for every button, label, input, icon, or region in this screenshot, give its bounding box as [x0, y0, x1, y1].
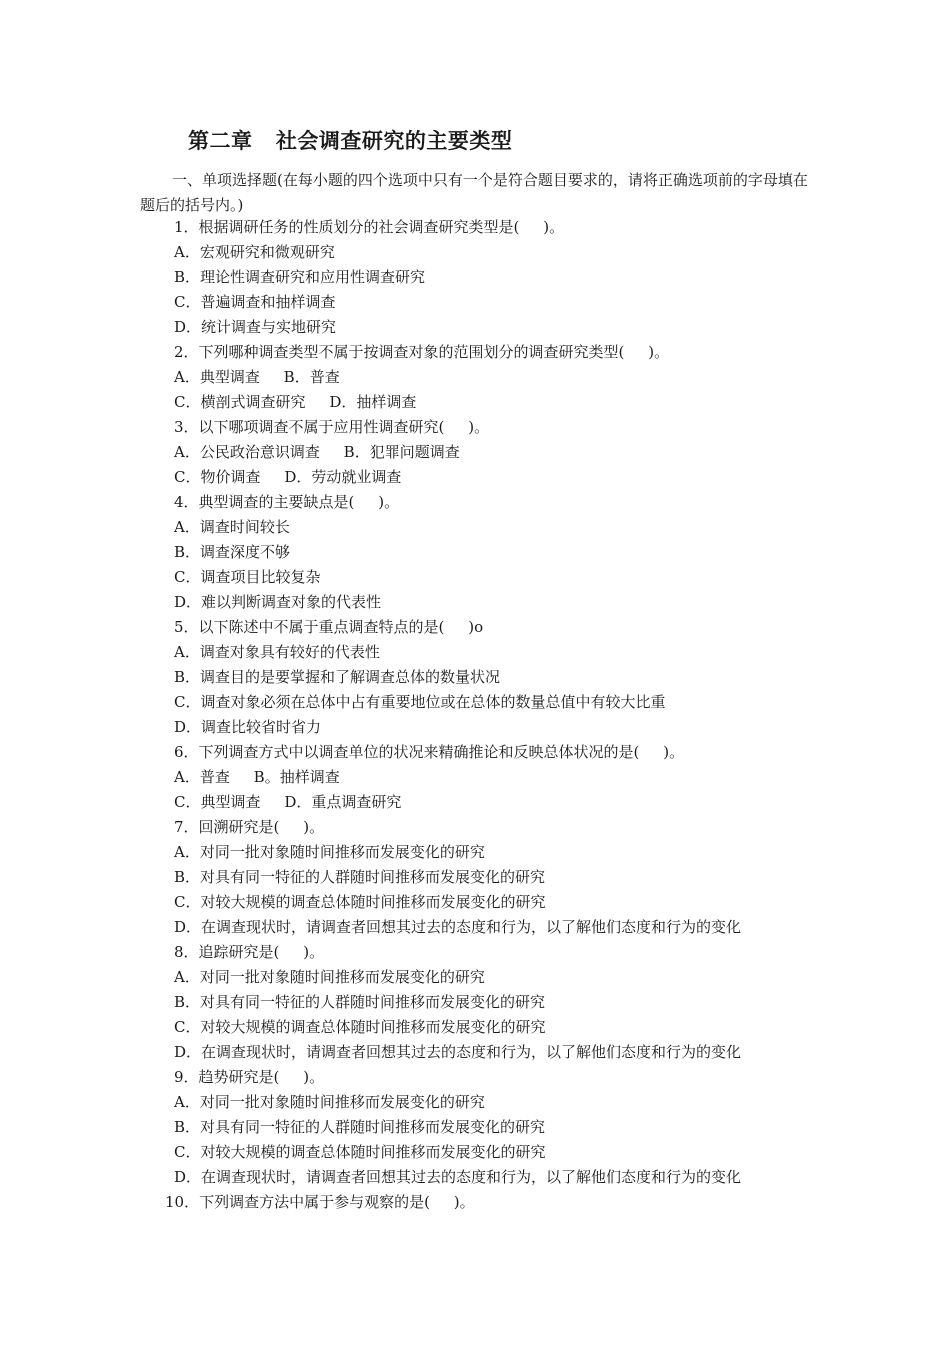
answer-option: A．典型调查 B．普查 — [174, 368, 340, 386]
answer-option: D．在调查现状时，请调查者回想其过去的态度和行为，以了解他们态度和行为的变化 — [174, 918, 742, 936]
answer-option: C．横剖式调查研究 D．抽样调查 — [174, 393, 417, 411]
answer-option: B．对具有同一特征的人群随时间推移而发展变化的研究 — [174, 1118, 546, 1136]
answer-option: B．理论性调查研究和应用性调查研究 — [174, 268, 426, 286]
section-intro: 一、单项选择题(在每小题的四个选项中只有一个是符合题目要求的，请将正确选项前的字母填在题后的括号内。) — [140, 171, 808, 214]
answer-option: B．对具有同一特征的人群随时间推移而发展变化的研究 — [174, 993, 546, 1011]
question-stem: 9．趋势研究是( )。 — [174, 1068, 325, 1086]
answer-option: C．物价调查 D．劳动就业调查 — [174, 468, 402, 486]
answer-option: C．对较大规模的调查总体随时间推移而发展变化的研究 — [174, 893, 546, 911]
question-stem: 10．下列调查方法中属于参与观察的是( )。 — [165, 1193, 475, 1211]
answer-option: A．调查对象具有较好的代表性 — [174, 643, 380, 661]
answer-option: A．宏观研究和微观研究 — [174, 243, 335, 261]
question-stem: 6．下列调查方式中以调查单位的状况来精确推论和反映总体状况的是( )。 — [174, 743, 685, 761]
answer-option: C．调查对象必须在总体中占有重要地位或在总体的数量总值中有较大比重 — [174, 693, 666, 711]
answer-option: A．对同一批对象随时间推移而发展变化的研究 — [174, 1093, 485, 1111]
answer-option: A．调查时间较长 — [174, 518, 290, 536]
answer-option: D．难以判断调查对象的代表性 — [174, 593, 382, 611]
answer-option: A．公民政治意识调查 B．犯罪问题调查 — [174, 443, 460, 461]
answer-option: C．调查项目比较复杂 — [174, 568, 321, 586]
answer-option: D．在调查现状时，请调查者回想其过去的态度和行为，以了解他们态度和行为的变化 — [174, 1043, 742, 1061]
answer-option: D．统计调查与实地研究 — [174, 318, 337, 336]
answer-option: B．调查深度不够 — [174, 543, 291, 561]
question-stem: 5．以下陈述中不属于重点调查特点的是( )o — [174, 618, 484, 636]
answer-option: C．典型调查 D．重点调查研究 — [174, 793, 402, 811]
question-stem: 8．追踪研究是( )。 — [174, 943, 325, 961]
answer-option: C．对较大规模的调查总体随时间推移而发展变化的研究 — [174, 1018, 546, 1036]
question-stem: 3．以下哪项调查不属于应用性调查研究( )。 — [174, 418, 490, 436]
answer-option: A．对同一批对象随时间推移而发展变化的研究 — [174, 843, 485, 861]
answer-option: A．对同一批对象随时间推移而发展变化的研究 — [174, 968, 485, 986]
answer-option: D．在调查现状时，请调查者回想其过去的态度和行为，以了解他们态度和行为的变化 — [174, 1168, 742, 1186]
answer-option: B．对具有同一特征的人群随时间推移而发展变化的研究 — [174, 868, 546, 886]
question-stem: 4．典型调查的主要缺点是( )。 — [174, 493, 400, 511]
answer-option: A．普查 B。抽样调查 — [174, 768, 340, 786]
chapter-title: 第二章 社会调查研究的主要类型 — [188, 129, 513, 153]
question-stem: 7．回溯研究是( )。 — [174, 818, 325, 836]
question-stem: 1．根据调研任务的性质划分的社会调查研究类型是( )。 — [174, 218, 565, 236]
answer-option: D．调查比较省时省力 — [174, 718, 322, 736]
answer-option: C．对较大规模的调查总体随时间推移而发展变化的研究 — [174, 1143, 546, 1161]
question-list — [0, 215, 952, 1215]
answer-option: B．调查目的是要掌握和了解调查总体的数量状况 — [174, 668, 501, 686]
answer-option: C．普遍调查和抽样调查 — [174, 293, 336, 311]
question-stem: 2．下列哪种调查类型不属于按调查对象的范围划分的调查研究类型( )。 — [174, 343, 670, 361]
